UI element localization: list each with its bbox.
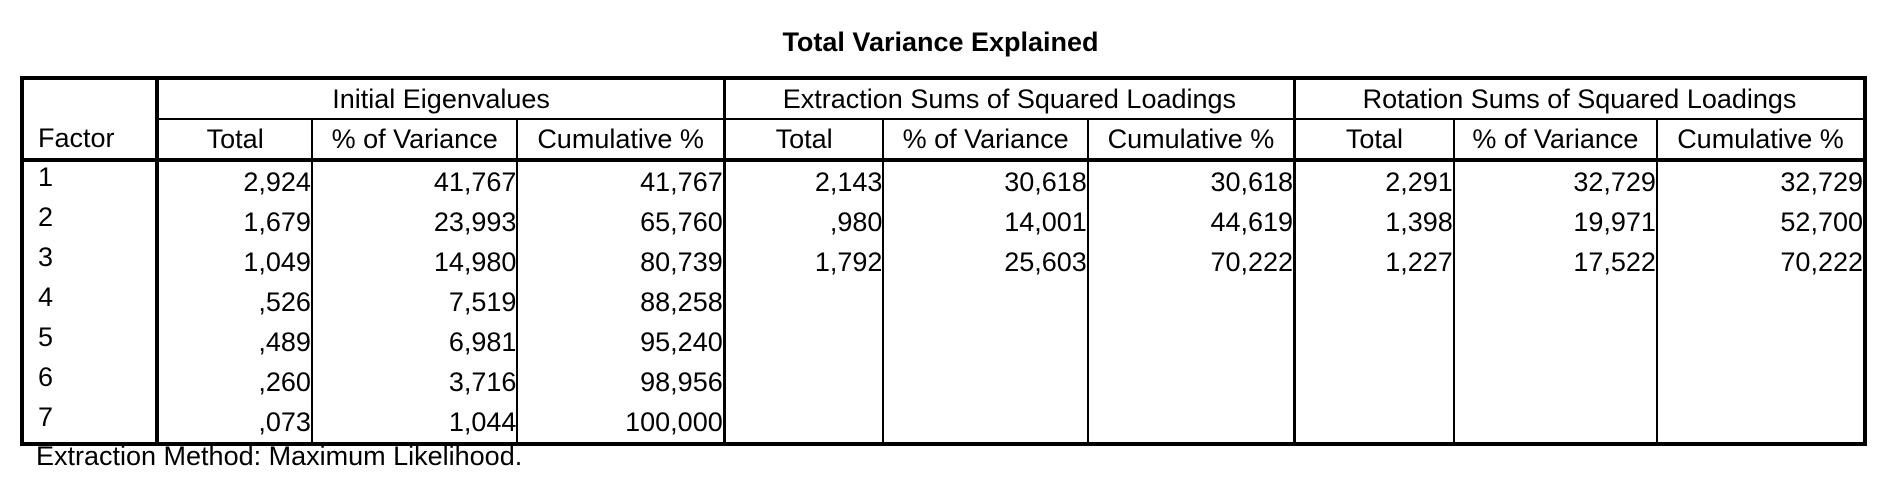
table-cell: ,526 [157, 282, 311, 322]
table-cell: 30,618 [883, 160, 1087, 202]
table-cell [1295, 282, 1454, 322]
table-cell [1454, 402, 1657, 444]
column-header: % of Variance [1454, 119, 1657, 160]
table-row [22, 322, 1865, 362]
table-cell: 2,291 [1295, 160, 1454, 202]
table-cell: 41,767 [312, 160, 518, 202]
table-cell [1454, 362, 1657, 402]
factor-number: 4 [38, 282, 54, 312]
table-cell: 14,980 [312, 242, 518, 282]
table-cell [883, 282, 1087, 322]
table-cell: 3,716 [312, 362, 518, 402]
table-row [22, 242, 1865, 282]
table-cell: 6,981 [312, 322, 518, 362]
table-cell: 32,729 [1454, 160, 1657, 202]
table-cell [724, 322, 883, 362]
table-cell: ,489 [157, 322, 311, 362]
table-cell: ,260 [157, 362, 311, 402]
table-row [22, 202, 1865, 242]
table-cell [1088, 322, 1295, 362]
group-header-initial-eigenvalues: Initial Eigenvalues [157, 78, 724, 119]
table-cell [1657, 402, 1865, 444]
table-row [22, 282, 1865, 322]
table-cell [1295, 322, 1454, 362]
table-row [22, 160, 1865, 202]
column-header: % of Variance [312, 119, 518, 160]
column-header: Total [724, 119, 883, 160]
table-cell [1088, 402, 1295, 444]
column-header: Total [157, 119, 311, 160]
table-cell: 100,000 [517, 402, 724, 444]
table-cell: 1,227 [1295, 242, 1454, 282]
table-cell [1454, 322, 1657, 362]
table-cell [1454, 282, 1657, 322]
table-cell: 80,739 [517, 242, 724, 282]
table-cell: 2,924 [157, 160, 311, 202]
table-cell: 88,258 [517, 282, 724, 322]
table-cell [1657, 322, 1865, 362]
column-header: % of Variance [883, 119, 1087, 160]
table-row [22, 362, 1865, 402]
table-cell: 1,679 [157, 202, 311, 242]
column-header: Cumulative % [1657, 119, 1865, 160]
table-cell: 1,049 [157, 242, 311, 282]
table-cell: 70,222 [1088, 242, 1295, 282]
table-body [22, 160, 1865, 444]
table-cell: 52,700 [1657, 202, 1865, 242]
table-cell: ,980 [724, 202, 883, 242]
table-cell: 17,522 [1454, 242, 1657, 282]
factor-number: 5 [38, 322, 54, 352]
table-cell [883, 322, 1087, 362]
table-cell [724, 362, 883, 402]
factor-number: 1 [38, 162, 54, 192]
table-row [22, 402, 1865, 444]
variance-table [20, 76, 1867, 446]
footnote: Extraction Method: Maximum Likelihood. [36, 441, 523, 471]
table-cell: 98,956 [517, 362, 724, 402]
table-cell [724, 282, 883, 322]
table-cell [883, 402, 1087, 444]
group-header-extraction-sums: Extraction Sums of Squared Loadings [724, 78, 1294, 119]
table-cell: 1,792 [724, 242, 883, 282]
table-cell: 30,618 [1088, 160, 1295, 202]
group-header-rotation-sums: Rotation Sums of Squared Loadings [1295, 78, 1865, 119]
table-cell [1657, 282, 1865, 322]
factor-column-header: Factor [22, 119, 157, 160]
table-cell [1657, 362, 1865, 402]
factor-number: 3 [38, 242, 54, 272]
table-cell: 95,240 [517, 322, 724, 362]
table-cell: 70,222 [1657, 242, 1865, 282]
table-cell: 25,603 [883, 242, 1087, 282]
column-header: Cumulative % [517, 119, 724, 160]
table-cell: 23,993 [312, 202, 518, 242]
table-cell: 14,001 [883, 202, 1087, 242]
table-cell: 7,519 [312, 282, 518, 322]
column-header: Total [1295, 119, 1454, 160]
table-cell [724, 402, 883, 444]
factor-number: 7 [38, 402, 54, 432]
table-title: Total Variance Explained [782, 27, 1099, 57]
column-header: Cumulative % [1088, 119, 1295, 160]
table-cell: 1,044 [312, 402, 518, 444]
table-cell: 2,143 [724, 160, 883, 202]
table-cell: ,073 [157, 402, 311, 444]
factor-number: 6 [38, 362, 54, 392]
factor-number: 2 [38, 202, 54, 232]
table-cell: 44,619 [1088, 202, 1295, 242]
table-cell [1088, 282, 1295, 322]
table-cell [1295, 362, 1454, 402]
corner-cell [22, 78, 157, 119]
table-cell [1295, 402, 1454, 444]
table-cell: 41,767 [517, 160, 724, 202]
table-cell [1088, 362, 1295, 402]
table-cell [883, 362, 1087, 402]
table-cell: 19,971 [1454, 202, 1657, 242]
table-cell: 32,729 [1657, 160, 1865, 202]
table-cell: 1,398 [1295, 202, 1454, 242]
table-cell: 65,760 [517, 202, 724, 242]
